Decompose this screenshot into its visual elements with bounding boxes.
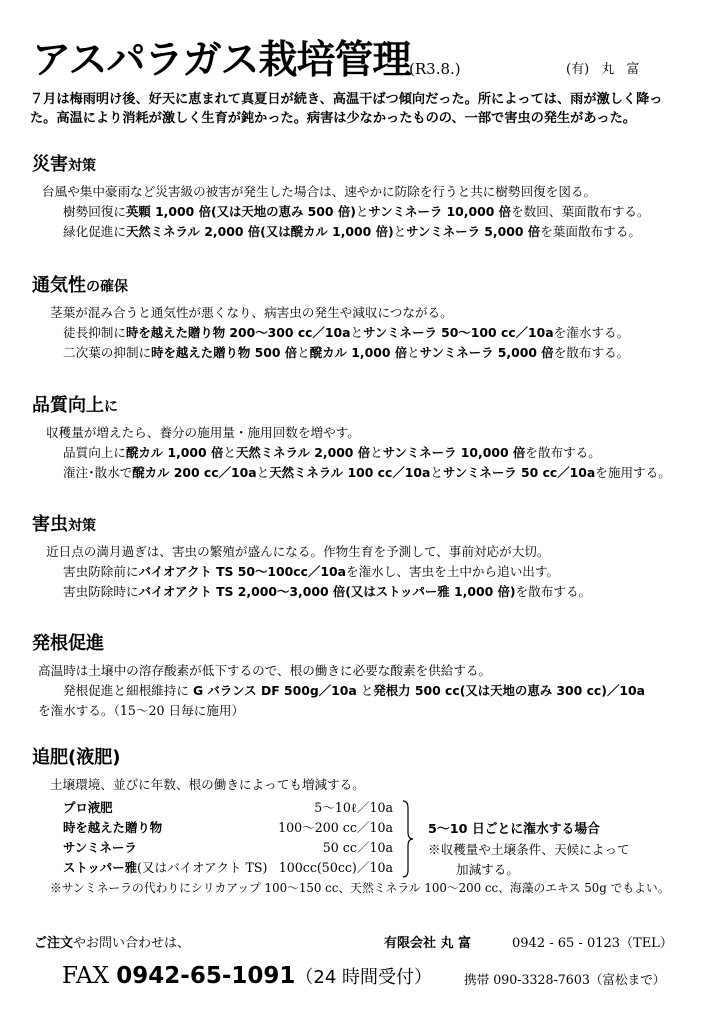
instruction-text: を散布する。	[515, 584, 592, 599]
fax-number[interactable]: FAX 0942-65-1091（24 時間受付）	[62, 963, 433, 989]
section-line	[32, 681, 702, 701]
product-dosage: 醗カル 200 cc／10a	[132, 465, 257, 480]
product-dosage: サンミネーラ 10,000 倍	[382, 445, 526, 460]
instruction-text: を散布する。	[525, 445, 601, 460]
adjust-note: 加減する。	[456, 862, 519, 877]
instruction-text: 品質向上に	[63, 445, 126, 460]
header	[32, 34, 692, 88]
product-dosage: 天然ミネラル 2,000 倍	[235, 445, 371, 460]
fertilizer-amount-unit: ／10a	[356, 860, 393, 875]
instruction-text: と	[297, 345, 310, 360]
instruction-text: を数回、葉面散布する。	[511, 204, 650, 219]
instruction-text: と	[370, 445, 383, 460]
product-dosage: サンミネーラ 50 cc／10a	[442, 465, 596, 480]
instruction-text: と	[256, 465, 270, 480]
product-dosage: バイオアクト TS 50～100cc／10a	[138, 564, 346, 579]
instruction-text: を施用する。	[595, 465, 671, 480]
issue-date: (R3.8.)	[409, 60, 461, 78]
section-line	[32, 463, 702, 483]
page-title: アスパラガス栽培管理	[32, 38, 411, 83]
product-dosage: 醗カル 1,000 倍	[125, 445, 224, 460]
instruction-text: 徒長抑制に	[63, 325, 126, 340]
product-dosage: 天然ミネラル 2,000 倍(又は醗カル 1,000 倍)	[125, 224, 394, 239]
instruction-text: を葉面散布する。	[540, 224, 641, 239]
instruction-text: 潅注･散水で	[63, 465, 133, 480]
fertilizer-amount: 50 cc／10a	[322, 840, 393, 855]
intro-paragraph	[30, 90, 694, 128]
company-name: 有限会社 丸 富	[384, 936, 472, 951]
instruction-text: と	[223, 445, 236, 460]
section-line	[32, 582, 702, 602]
contact-footer	[0, 930, 724, 1000]
product-dosage: 醗カル 1,000 倍	[309, 345, 408, 360]
instruction-text: と	[393, 224, 407, 239]
product-dosage: G バランス DF 500g／10a	[192, 683, 357, 698]
instruction-text: 緑化促進に	[63, 224, 126, 239]
instruction-text: 害虫防除時に	[63, 584, 139, 599]
inquiry-text: ご注文やお問い合わせは、	[34, 936, 191, 951]
instruction-text: と	[356, 683, 374, 698]
fertilizer-amount: 100cc	[278, 860, 317, 875]
section-line	[32, 222, 702, 242]
fertilizer-name: 時を越えた贈り物	[63, 820, 163, 835]
section-heading: 災害対策	[32, 154, 96, 175]
section-heading: 品質向上に	[32, 395, 118, 416]
section-pest	[32, 513, 702, 602]
section-line: 高温時は土壌中の溶存酸素が低下するので、根の働きに必要な酸素を供給する。	[38, 663, 492, 678]
section-line: 台風や集中豪雨など災害級の被害が発生した場合は、速やかに防除を行うと共に樹勢回復を図る。	[42, 184, 597, 199]
header-company: (有) 丸 富	[566, 62, 640, 77]
product-dosage: サンミネーラ 10,000 倍	[368, 204, 512, 219]
instruction-text: と	[350, 325, 364, 340]
instruction-text: と	[407, 345, 420, 360]
instruction-text: を潅水し、害虫を土中から追い出す。	[345, 564, 560, 579]
section-line: 茎葉が混み合うと通気性が悪くなり、病害虫の発生や減収につながる。	[50, 305, 453, 320]
instruction-text: と	[355, 204, 369, 219]
product-dosage: サンミネーラ 5,000 倍	[419, 345, 554, 360]
section-line	[32, 562, 702, 582]
section-heading: 追肥(液肥)	[32, 747, 121, 768]
right-brace-icon	[402, 800, 414, 878]
phone-number[interactable]: 0942 - 65 - 0123（TEL）	[512, 936, 673, 951]
section-quality	[32, 394, 702, 483]
instruction-text: と	[430, 465, 443, 480]
list-item	[63, 838, 393, 858]
product-dosage: バイオアクト TS 2,000～3,000 倍(又はストッパー雅 1,000 倍)	[138, 584, 516, 599]
fertilizer-name-note: (又はバイオアクト TS)	[136, 860, 268, 875]
section-line	[32, 323, 702, 343]
instruction-text: を潅水する。	[553, 325, 630, 340]
fertilizer-amount: 5～10ℓ／10a	[314, 800, 393, 815]
instruction-text: 害虫防除前に	[63, 564, 139, 579]
instruction-text: 樹勢回復に	[63, 204, 126, 219]
section-line	[32, 443, 702, 463]
section-disaster	[32, 153, 702, 242]
product-dosage: サンミネーラ 50～100 cc／10a	[363, 325, 554, 340]
section-heading: 通気性の確保	[32, 275, 128, 296]
instruction-text: 二次葉の抑制に	[63, 345, 152, 360]
section-rooting	[32, 632, 702, 721]
intro-line: た。高温により消耗が激しく生育が鈍かった。病害は少なかったものの、一部で害虫の発生があった。	[30, 111, 636, 126]
instruction-text: 発根促進と細根維持に	[63, 683, 193, 698]
section-line	[32, 343, 702, 363]
section-heading: 害虫対策	[32, 514, 96, 535]
product-dosage: サンミネーラ 5,000 倍	[406, 224, 541, 239]
product-dosage: 発根力 500 cc(又は天地の恵み 300 cc)／10a	[373, 683, 645, 698]
section-line	[32, 202, 702, 222]
fertilizer-name: サンミネーラ	[63, 840, 137, 855]
list-item	[63, 858, 393, 878]
instruction-text: を散布する。	[553, 345, 630, 360]
product-dosage: 時を越えた贈り物 200～300 cc／10a	[125, 325, 351, 340]
fertilizer-list	[32, 788, 692, 918]
list-item	[63, 818, 393, 838]
adjust-note: ※収穫量や土壌条件、天候によって	[428, 842, 630, 857]
fertilizer-name: ストッパー雅	[63, 860, 137, 875]
section-line: を潅水する。（15～20 日毎に施用）	[38, 703, 245, 718]
section-heading: 発根促進	[32, 633, 104, 654]
fertilizer-amount-note: (50cc)	[316, 860, 357, 875]
product-dosage: 天然ミネラル 100 cc／10a	[269, 465, 431, 480]
section-line: 土壌環境、並びに年数、根の働きによっても増減する。	[50, 777, 365, 792]
section-line: 近日点の満月過ぎは、害虫の繁殖が盛んになる。作物生育を予測して、事前対応が大切。	[46, 544, 550, 559]
substitute-footnote: ※サンミネーラの代わりにシリカアップ 100～150 cc、天然ミネラル 100～200 cc、海藻のエキス 50g でもよい。	[50, 881, 670, 895]
product-dosage: 時を越えた贈り物 500 倍	[151, 345, 298, 360]
fertilizer-name: プロ液肥	[63, 800, 113, 815]
fertilizer-amount: 100～200 cc／10a	[278, 820, 393, 835]
section-ventilation	[32, 274, 702, 363]
list-item	[63, 798, 393, 818]
product-dosage: 英顆 1,000 倍(又は天地の恵み 500 倍)	[125, 204, 356, 219]
section-line: 収穫量が増えたら、養分の施用量・施用回数を増やす。	[46, 425, 360, 440]
intro-line: ７月は梅雨明け後、好天に恵まれて真夏日が続き、高温干ばつ傾向だった。所によっては、雨が激しく降っ	[30, 92, 663, 107]
watering-note: 5～10 日ごとに潅水する場合	[428, 822, 600, 837]
mobile-number[interactable]: 携帯 090-3328-7603（富松まで）	[464, 972, 666, 987]
